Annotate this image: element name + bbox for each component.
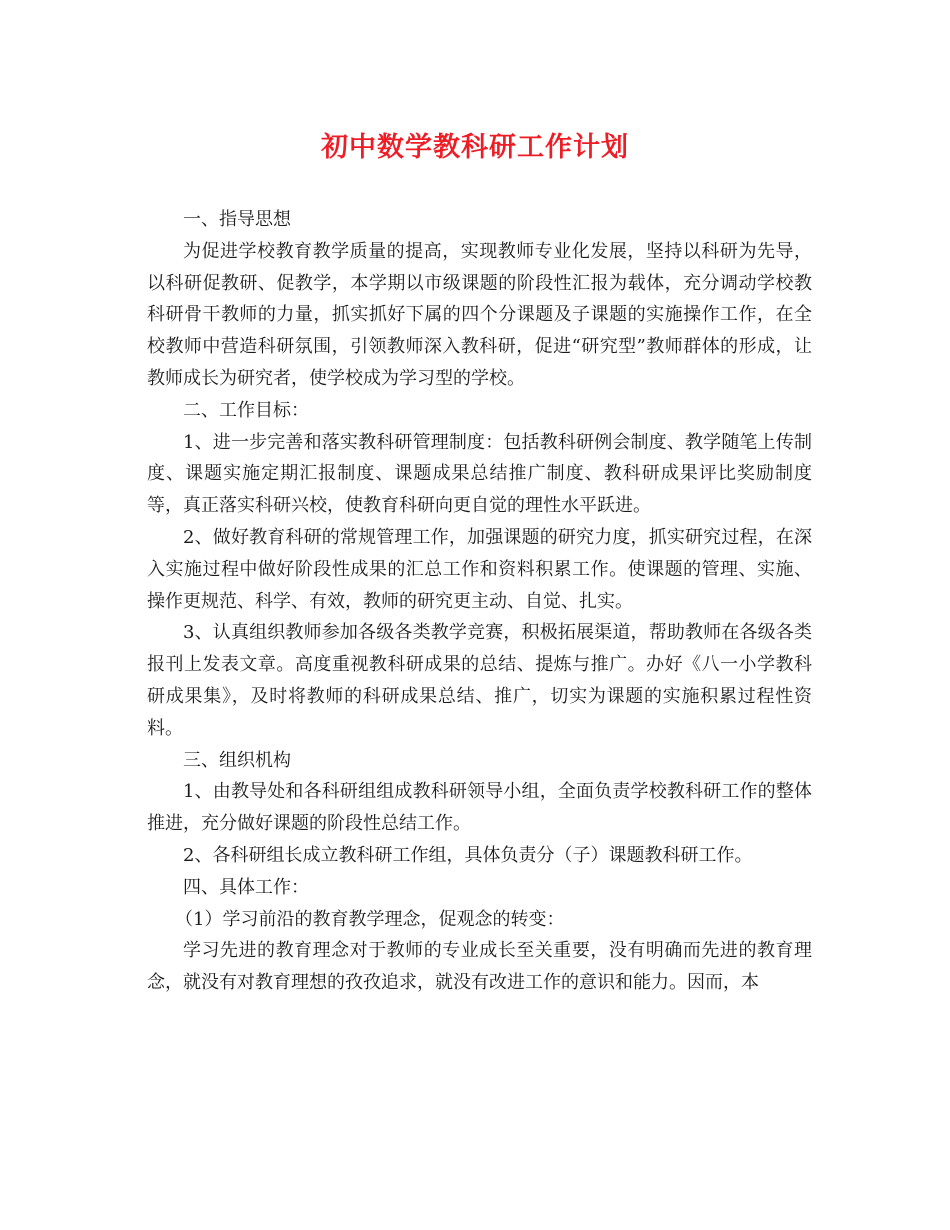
paragraph-guiding-ideology: 为促进学校教育教学质量的提高，实现教师专业化发展，坚持以科研为先导，以科研促教研、促教学，本学期以市级课题的阶段性汇报为载体，充分调动学校教科研骨干教师的力量，抓实抓好下属的四个分课题及子课题的实施操作工作，在全校教师中营造科研氛围，引领教师深入教科研，促进“研究型”教师群体的形成，让教师成长为研究者，使学校成为学习型的学校。 (147, 240, 812, 389)
paragraph-learning: 学习先进的教育理念对于教师的专业成长至关重要，没有明确而先进的教育理念，就没有对教育理想的孜孜追求，就没有改进工作的意识和能力。因而，本 (147, 940, 812, 994)
section-heading-guiding-ideology: 一、指导思想 (183, 209, 291, 230)
paragraph-goal-3: 3、认真组织教师参加各级各类教学竞赛，积极拓展渠道，帮助教师在各级各类报刊上发表文章。高度重视教科研成果的总结、提炼与推广。办好《八一小学教科研成果集》，及时将教师的科研成果总结、推广，切实为课题的实施积累过程性资料。 (147, 622, 812, 739)
paragraph-goal-1: 1、进一步完善和落实教科研管理制度：包括教科研例会制度、教学随笔上传制度、课题实施定期汇报制度、课题成果总结推广制度、教科研成果评比奖励制度等，真正落实科研兴校，使教育科研向更自觉的理性水平跃进。 (147, 431, 812, 517)
section-heading-specific-work: 四、具体工作： (183, 876, 309, 898)
paragraph-organization-2: 2、各科研组长成立教科研工作组，具体负责分（子）课题教科研工作。 (183, 844, 753, 866)
paragraph-goal-2: 2、做好教育科研的常规管理工作，加强课题的研究力度，抓实研究过程，在深入实施过程中做好阶段性成果的汇总工作和资料积累工作。使课题的管理、实施、操作更规范、科学、有效，教师的研究更主动、自觉、扎实。 (147, 526, 812, 612)
paragraph-organization-1: 1、由教导处和各科研组组成教科研领导小组，全面负责学校教科研工作的整体推进，充分做好课题的阶段性总结工作。 (147, 781, 812, 835)
subsection-heading-learning: （1）学习前沿的教育教学理念，促观念的转变： (175, 908, 565, 930)
document-body (147, 204, 812, 999)
document-title: 初中数学教科研工作计划 (321, 132, 629, 163)
section-heading-work-goals: 二、工作目标： (183, 399, 309, 421)
section-heading-organization: 三、组织机构 (183, 749, 291, 771)
